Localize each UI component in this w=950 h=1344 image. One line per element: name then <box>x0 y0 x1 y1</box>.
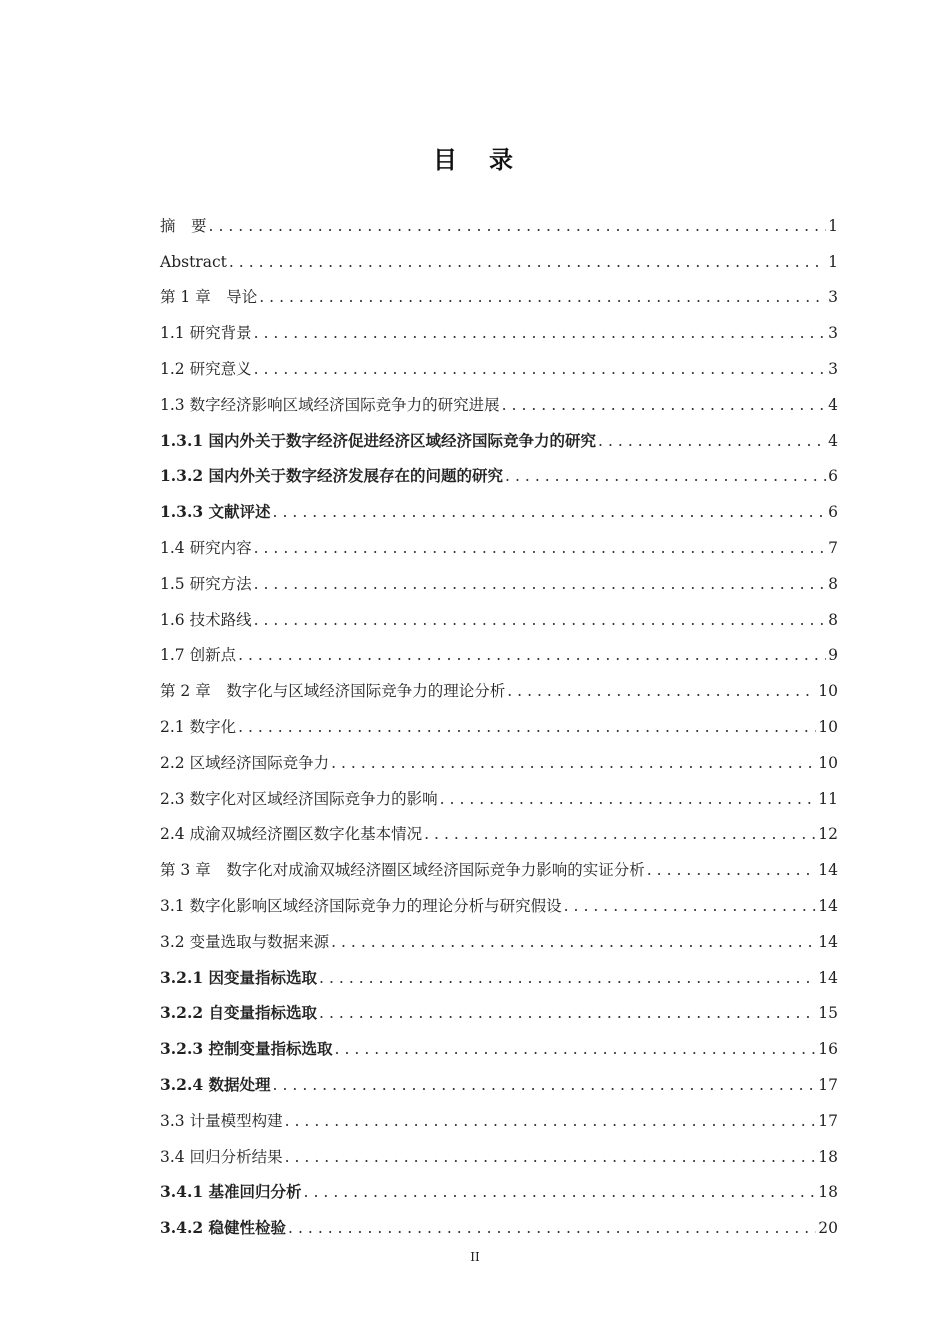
table-of-contents <box>160 200 838 1238</box>
toc-entry-label: 3.2 变量选取与数据来源 <box>160 932 330 951</box>
toc-entry[interactable] <box>160 558 838 594</box>
toc-entry[interactable] <box>160 1023 838 1059</box>
toc-entry[interactable] <box>160 415 838 451</box>
toc-dot-leader <box>331 753 816 773</box>
toc-entry-label: 2.4 成渝双城经济圈区数字化基本情况 <box>160 825 423 844</box>
toc-entry-label: 第 2 章 数字化与区域经济国际竞争力的理论分析 <box>160 682 506 701</box>
toc-entry[interactable] <box>160 701 838 737</box>
toc-dot-leader <box>564 896 817 916</box>
toc-entry[interactable] <box>160 880 838 916</box>
toc-entry-page: 14 <box>818 861 838 880</box>
toc-entry-page: 1 <box>828 252 838 271</box>
toc-entry-page: 14 <box>818 968 838 987</box>
toc-dot-leader <box>424 824 816 844</box>
toc-entry-page: 7 <box>828 538 838 557</box>
toc-entry-page: 11 <box>818 789 838 808</box>
toc-entry[interactable] <box>160 307 838 343</box>
toc-entry-label: 1.3.3 文献评述 <box>160 502 271 522</box>
toc-entry[interactable] <box>160 809 838 845</box>
toc-dot-leader <box>285 1147 817 1167</box>
toc-entry-page: 14 <box>818 896 838 915</box>
toc-entry-page: 9 <box>828 646 838 665</box>
toc-dot-leader <box>254 323 827 343</box>
toc-entry-label: 第 3 章 数字化对成渝双城经济圈区域经济国际竞争力影响的实证分析 <box>160 861 645 880</box>
toc-entry-page: 4 <box>828 431 838 450</box>
toc-dot-leader <box>505 466 826 486</box>
page-number: II <box>470 1250 480 1264</box>
toc-dot-leader <box>238 645 826 665</box>
toc-entry[interactable] <box>160 630 838 666</box>
toc-entry-page: 8 <box>828 610 838 629</box>
toc-dot-leader <box>238 717 816 737</box>
toc-entry[interactable] <box>160 1131 838 1167</box>
toc-entry[interactable] <box>160 236 838 272</box>
toc-entry-label: 1.6 技术路线 <box>160 610 252 629</box>
toc-dot-leader <box>254 610 827 630</box>
toc-entry-page: 17 <box>818 1111 838 1130</box>
toc-dot-leader <box>285 1111 817 1131</box>
toc-entry-label: 3.3 计量模型构建 <box>160 1111 283 1130</box>
toc-entry[interactable] <box>160 665 838 701</box>
toc-entry[interactable] <box>160 594 838 630</box>
toc-dot-leader <box>254 538 827 558</box>
toc-entry-label: 3.1 数字化影响区域经济国际竞争力的理论分析与研究假设 <box>160 896 562 915</box>
toc-dot-leader <box>502 395 827 415</box>
toc-entry-page: 3 <box>828 359 838 378</box>
toc-entry-label: 3.4.2 稳健性检验 <box>160 1218 287 1238</box>
toc-entry-label: Abstract <box>160 252 227 271</box>
toc-entry-label: 1.5 研究方法 <box>160 574 252 593</box>
toc-entry[interactable] <box>160 1202 838 1238</box>
toc-entry-page: 20 <box>818 1219 838 1238</box>
toc-entry-label: 1.4 研究内容 <box>160 538 252 557</box>
toc-entry[interactable] <box>160 1059 838 1095</box>
toc-entry-page: 16 <box>818 1040 838 1059</box>
toc-dot-leader <box>304 1182 817 1202</box>
toc-entry-label: 1.3.1 国内外关于数字经济促进经济区域经济国际竞争力的研究 <box>160 430 597 450</box>
toc-entry-label: 2.1 数字化 <box>160 717 237 736</box>
toc-dot-leader <box>273 1075 817 1095</box>
toc-dot-leader <box>273 502 827 522</box>
toc-dot-leader <box>254 359 827 379</box>
toc-entry-label: 2.3 数字化对区域经济国际竞争力的影响 <box>160 789 438 808</box>
toc-entry-page: 6 <box>828 503 838 522</box>
toc-dot-leader <box>647 860 817 880</box>
toc-dot-leader <box>507 681 816 701</box>
toc-entry[interactable] <box>160 773 838 809</box>
toc-dot-leader <box>598 431 826 451</box>
toc-dot-leader <box>209 216 827 236</box>
toc-entry[interactable] <box>160 988 838 1024</box>
toc-entry-label: 3.2.3 控制变量指标选取 <box>160 1039 333 1059</box>
toc-entry-page: 17 <box>818 1075 838 1094</box>
toc-entry-label: 1.1 研究背景 <box>160 324 252 343</box>
toc-entry-page: 10 <box>818 717 838 736</box>
toc-entry[interactable] <box>160 844 838 880</box>
toc-dot-leader <box>288 1218 816 1238</box>
toc-entry-label: 1.2 研究意义 <box>160 359 252 378</box>
toc-entry-label: 1.7 创新点 <box>160 646 237 665</box>
toc-entry-label: 1.3.2 国内外关于数字经济发展存在的问题的研究 <box>160 466 504 486</box>
toc-entry-page: 4 <box>828 395 838 414</box>
toc-dot-leader <box>259 287 826 307</box>
toc-entry-label: 2.2 区域经济国际竞争力 <box>160 753 330 772</box>
toc-entry-label: 3.2.2 自变量指标选取 <box>160 1003 318 1023</box>
toc-title: 目 录 <box>433 146 517 174</box>
toc-entry-label: 3.4 回归分析结果 <box>160 1147 283 1166</box>
toc-entry-page: 8 <box>828 574 838 593</box>
toc-dot-leader <box>335 1039 817 1059</box>
toc-entry-page: 14 <box>818 932 838 951</box>
toc-entry-page: 15 <box>818 1004 838 1023</box>
toc-dot-leader <box>254 574 827 594</box>
toc-entry[interactable] <box>160 1167 838 1203</box>
toc-entry[interactable] <box>160 379 838 415</box>
toc-entry[interactable] <box>160 916 838 952</box>
toc-entry-page: 3 <box>828 324 838 343</box>
toc-dot-leader <box>331 932 816 952</box>
toc-entry[interactable] <box>160 343 838 379</box>
toc-dot-leader <box>319 1003 816 1023</box>
toc-entry[interactable] <box>160 272 838 308</box>
toc-entry-page: 10 <box>818 682 838 701</box>
toc-entry-page: 18 <box>818 1183 838 1202</box>
toc-dot-leader <box>319 968 816 988</box>
toc-entry[interactable] <box>160 486 838 522</box>
toc-entry-label: 3.2.4 数据处理 <box>160 1074 271 1094</box>
toc-entry-label: 摘 要 <box>160 216 207 235</box>
toc-entry-label: 3.2.1 因变量指标选取 <box>160 967 318 987</box>
toc-dot-leader <box>229 252 826 272</box>
toc-entry-page: 18 <box>818 1147 838 1166</box>
toc-entry-page: 12 <box>818 825 838 844</box>
toc-entry-label: 1.3 数字经济影响区域经济国际竞争力的研究进展 <box>160 395 500 414</box>
toc-entry-page: 6 <box>828 467 838 486</box>
toc-entry[interactable] <box>160 451 838 487</box>
toc-entry-label: 3.4.1 基准回归分析 <box>160 1182 302 1202</box>
toc-entry-page: 3 <box>828 288 838 307</box>
toc-entry[interactable] <box>160 200 838 236</box>
toc-entry[interactable] <box>160 737 838 773</box>
toc-dot-leader <box>440 789 817 809</box>
toc-entry[interactable] <box>160 952 838 988</box>
toc-entry-label: 第 1 章 导论 <box>160 288 258 307</box>
toc-entry[interactable] <box>160 522 838 558</box>
toc-entry-page: 1 <box>828 216 838 235</box>
toc-entry-page: 10 <box>818 753 838 772</box>
toc-entry[interactable] <box>160 1095 838 1131</box>
